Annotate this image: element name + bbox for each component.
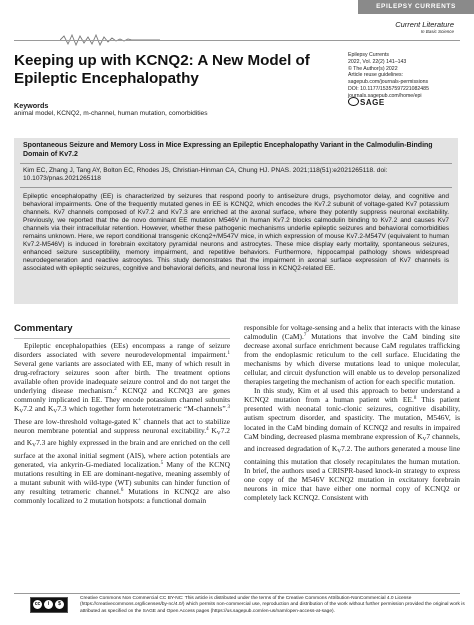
commentary-right-column: [244, 323, 460, 502]
summary-title: Spontaneous Seizure and Memory Loss in Mice Expressing an Epileptic Encephalopathy Variant in the Calmodulin-Binding Domain of Kv7.2: [23, 142, 433, 158]
meta-reuse: Article reuse guidelines:: [348, 72, 404, 79]
commentary-paragraph-1: Epileptic encephalopathies (EEs) encompass a range of seizure disorders associated with severe neurodevelopmental impairment.$^1$ Several gene variants are associated with EE, many of which result in drug-refractory seizures soon after birth. The treatment options available often provide inadequate seizure control and do not target the underlying disease mechanism.$^2$ KCNQ2 and KCNQ3 are genes commonly implicated in EE. They encode potassium channel subunits $K_V7.2$ and $K_V7.3$ which together form heterotetrameric “M-channels”.$^3$ These are low-threshold voltage-gated K+ channels that act to stabilize neuron membrane potential and suppress neuronal excitability.$^4$ $K_V7.2$ and $K_V7.3$ are highly expressed in the brain and are enriched on the cell surface at the axonal initial segment (AIS), where action potentials are generated, via ankyrin-G-mediated localization.$^5$ Many of the KCNQ mutations resulting in EE are dominant-negative, meaning assembly of a mutant subunit with wild-type (WT) subunits can hinder function of any resulting tetrameric channel.$^6$ Mutations in KCNQ2 are also commonly localized to 2 mutation hotspots: a functional domain: [14, 341, 230, 506]
citation-doi[interactable]: 10.1073/pnas.2021265118: [23, 175, 101, 183]
section-label: [395, 20, 454, 34]
commentary-paragraph-1-cont: responsible for voltage-sensing and a helix that interacts with the kinase calmodulin (CaM).$^7$ Mutations that involve the CaM binding site decrease axonal surface enrichment because CaM regulates trafficking from the endoplasmic reticulum to the cell surface. Elucidating the mechanisms by which diverse mutations lead to unique molecular, cellular, and circuit dysfunction will enable us to develop personalized therapies targeting the mechanism of action for each specific mutation.: [244, 323, 460, 387]
attribution-icon: i: [44, 600, 53, 609]
meta-journal-link[interactable]: journals.sagepub.com/home/epi: [348, 92, 422, 99]
cc-license-badge-icon: [30, 597, 68, 613]
commentary-heading: Commentary: [14, 323, 73, 334]
section-title: Current Literature: [395, 20, 454, 29]
commentary-left-column: [14, 341, 230, 505]
meta-permissions-link[interactable]: sagepub.com/journals-permissions: [348, 79, 429, 86]
meta-volume: 2022, Vol. 22(2) 141–143: [348, 58, 407, 65]
summary-abstract: Epileptic encephalopathy (EE) is characterized by seizures that respond poorly to antiseizure drugs, psychomotor delay, and cognitive and behavioral impairments. One of the frequently mutated genes in EE is KCNQ2, which encodes the Kv7.2 subunit of voltage-gated Kv7 potassium channels. Kv7 channels composed of Kv7.2 and Kv7.3 are enriched at the axonal surface, where they potently suppress neuronal excitability. Previously, we reported that the de novo dominant EE mutation M546V in human Kv7.2 blocks calmodulin binding to Kv7.2 and causes Kv7 channels via their intracellular retention. However, whether these pathogenic mechanisms underlie epileptic seizures and behavioral comorbidities remains unknown. Here, we report conditional transgenic cKcnq2+/M547V mice, in which expression of mouse Kv7.2-M547V (equivalent to human Kv7.2-M546V) is induced in forebrain excitatory pyramidal neurons and astrocytes. These mice display early mortality, spontaneous seizures, enhanced seizure susceptibility, memory impairment, and repetitive behaviors. Furthermore, hippocampal pathology shows widespread neurodegeneration and reactive astrocytes. This study demonstrates that the impairment in axonal surface expression of Kv7 channels is associated with epileptic seizures, cognitive and behavioral deficits, and neuronal loss in KCNQ2-related EE.: [23, 193, 449, 273]
section-subtitle: In Basic Science: [420, 29, 454, 34]
journal-tab: EPILEPSY CURRENTS: [358, 0, 474, 14]
license-text: Creative Commons Non Commercial CC BY-NC: This article is distributed under the terms of the Creative Commons Attribution-NonCommercial 4.0 License (https://creativecommons.org/licenses/by-nc/4.0/) which permits non-commercial use, reproduction and distribution of the work without further permission provided the original work is attributed as specified on the SAGE and Open Access pages (https://us.sagepub.com/en-us/nam/open-access-at-sage).: [80, 596, 465, 614]
header-divider: [14, 40, 460, 41]
summary-citation: [23, 167, 448, 183]
citation-authors: Kim EC, Zhang J, Tang AY, Bolton EC, Rhodes JS, Christian-Hinman CA, Chung HJ. PNAS. 2021;118(51):e2021265118. doi:: [23, 167, 388, 174]
meta-journal: Epilepsy Currents: [348, 52, 389, 58]
keywords-heading: Keywords: [14, 101, 49, 110]
noncommercial-icon: $: [55, 600, 64, 609]
meta-doi[interactable]: DOI: 10.1177/15357597221082485: [348, 85, 429, 92]
commentary-divider: [14, 338, 230, 339]
journal-meta: [348, 52, 468, 100]
summary-divider-bottom: [20, 187, 452, 188]
cc-icon: cc: [34, 601, 41, 607]
sage-logo-icon: [348, 97, 359, 106]
summary-divider-top: [20, 163, 452, 164]
footer-divider: [14, 593, 460, 594]
publisher-logo: SAGE: [348, 97, 385, 107]
article-title: Keeping up with KCNQ2: A New Model of Epileptic Encephalopathy: [14, 52, 310, 87]
meta-copyright: © The Author(s) 2022: [348, 65, 398, 72]
keywords-list: animal model, KCNQ2, m-channel, human mutation, comorbidities: [14, 110, 208, 117]
commentary-paragraph-2: In this study, Kim et al used this approach to better understand a KCNQ2 mutation from a human patient with EE.$^8$ This patient presented with neonatal tonic-clonic seizures, cognitive disability, autism spectrum disorder, and spasticity. The mutation, M546V, is located in the CaM binding domain of KCNQ2 and results in impaired CaM binding, decreased plasma membrane expression of $K_V7$ channels, and increased degradation of $K_V7.2$. The authors generated a mouse line containing this mutation that closely recapitulates the human mutation. In brief, the authors used a CRISPR-based knock-in strategy to express one copy of the M546V KCNQ2 mutation in excitatory forebrain neurons in mice that have either one normal copy of KCNQ2 or completely lack KCNQ2. Consistent with: [244, 386, 460, 502]
